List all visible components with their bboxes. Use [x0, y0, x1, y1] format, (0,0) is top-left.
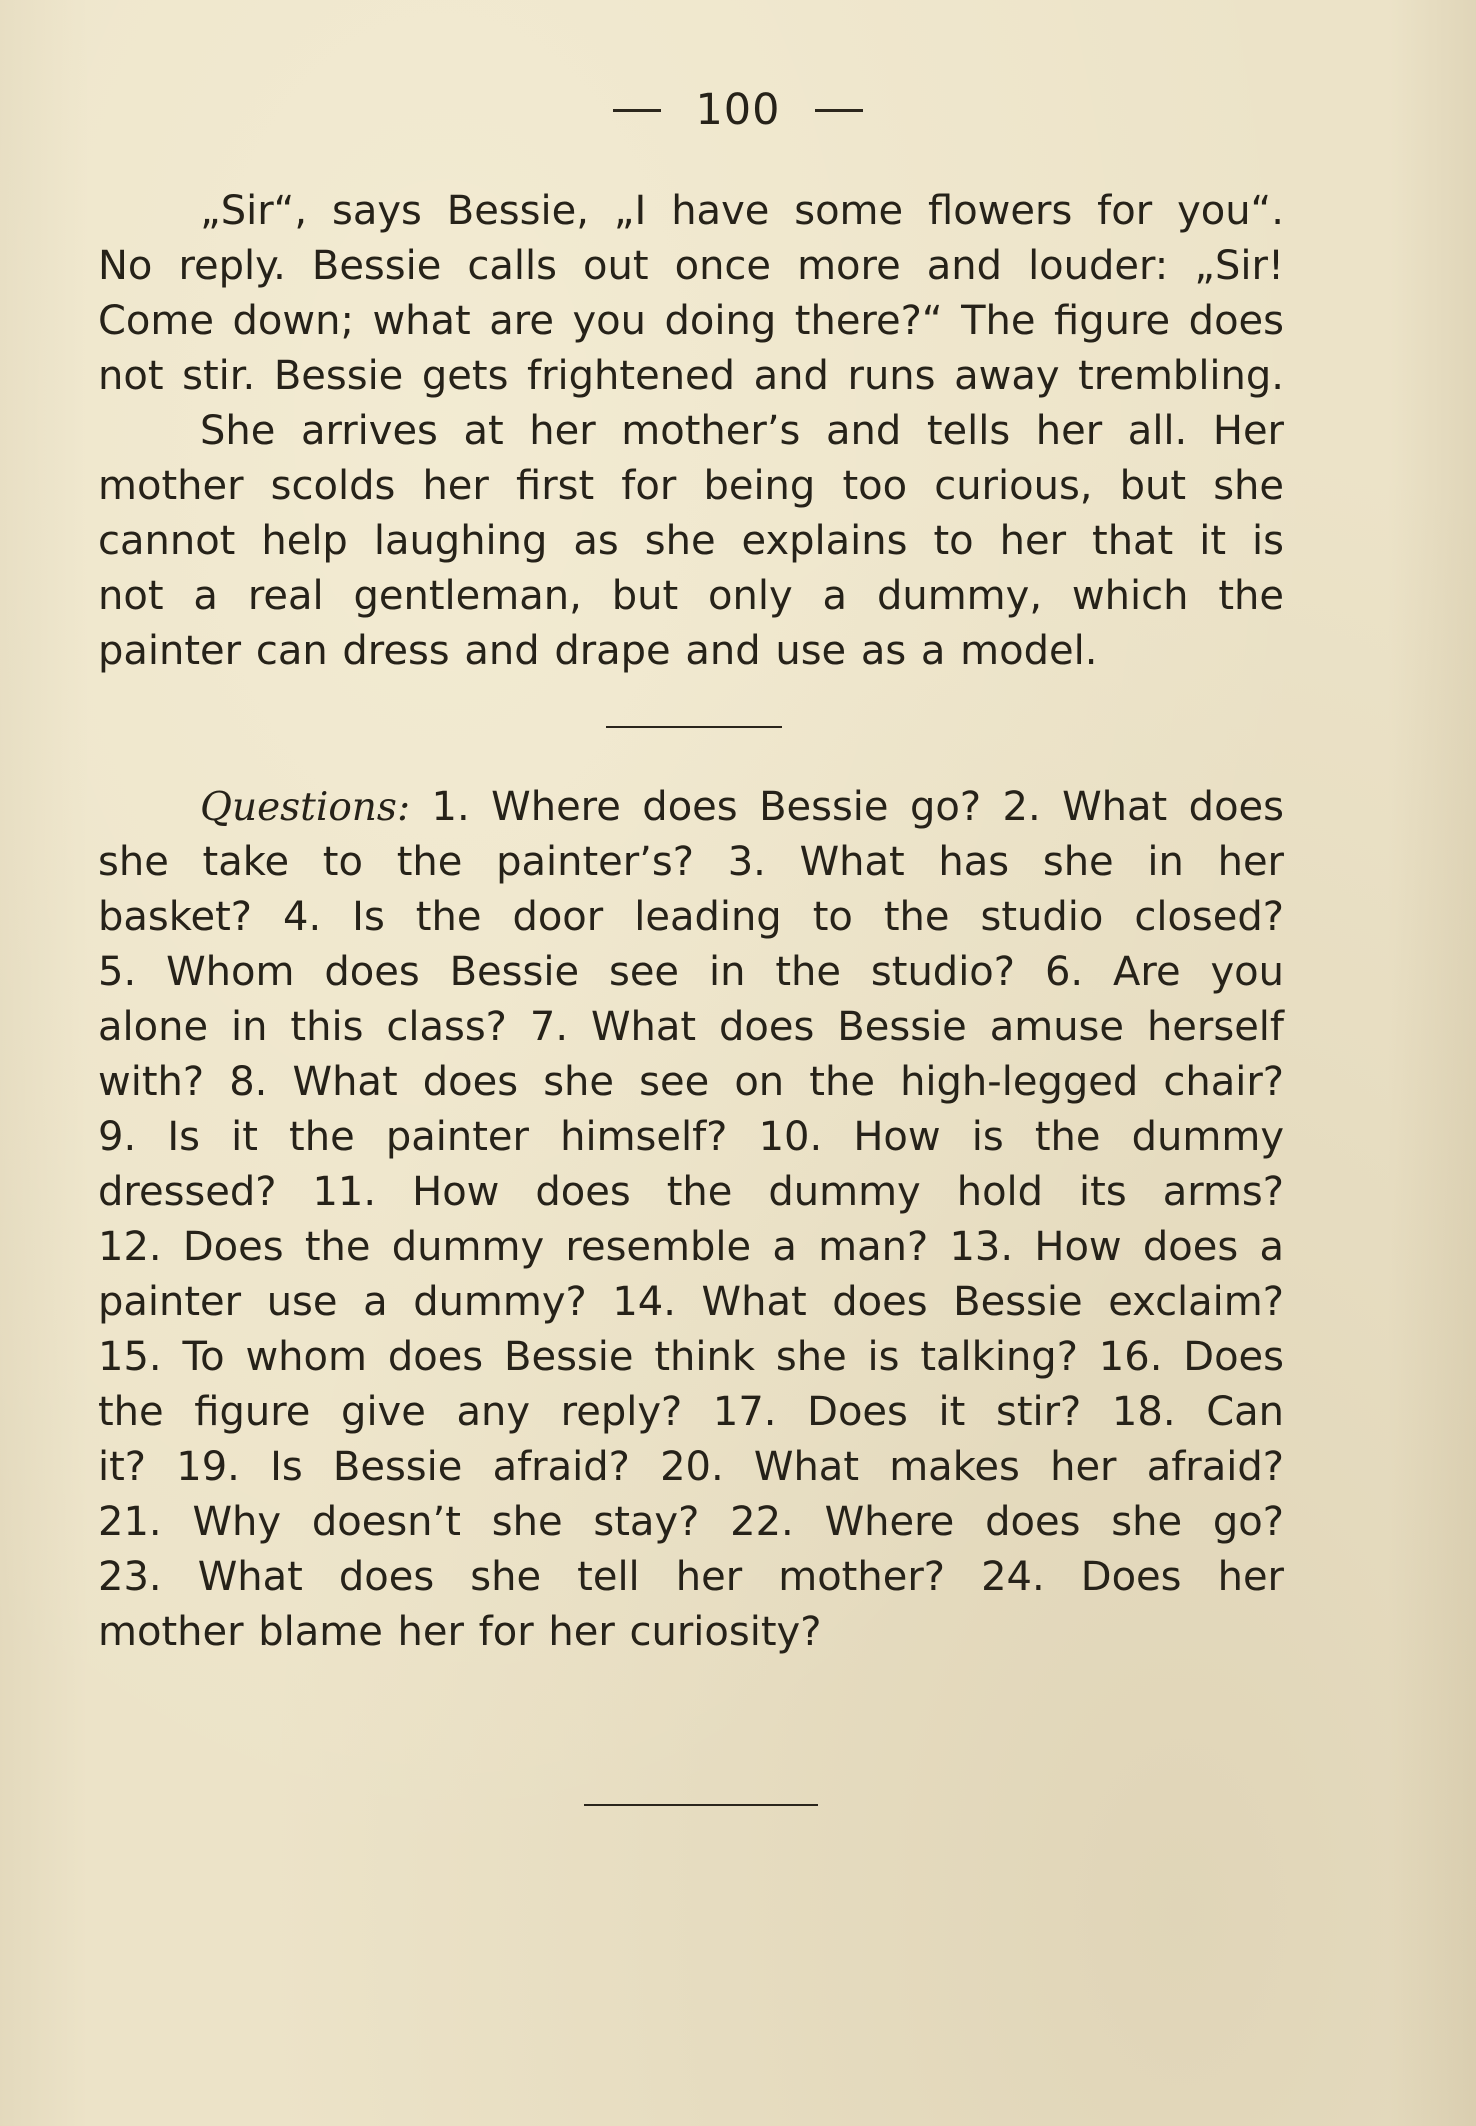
questions-line: basket? 4. Is the door leading to the studio closed?	[98, 894, 1284, 940]
story-line: not stir. Bessie gets frightened and runs away trembling.	[98, 353, 1284, 399]
story-line: No reply. Bessie calls out once more and louder: „Sir!	[98, 243, 1284, 289]
section-divider	[606, 726, 782, 728]
left-dash	[613, 109, 661, 112]
questions-first-line	[98, 780, 1284, 835]
questions-line: dressed? 11. How does the dummy hold its arms?	[98, 1169, 1284, 1215]
story-line: „Sir“, says Bessie, „I have some flowers for you“.	[200, 188, 1284, 234]
questions-line: alone in this class? 7. What does Bessie amuse herself	[98, 1004, 1284, 1050]
questions-line: mother blame her for her curiosity?	[98, 1609, 822, 1655]
questions-line: she take to the painter’s? 3. What has she in her	[98, 839, 1284, 885]
questions-first-line-text: 1. Where does Bessie go? 2. What does	[410, 784, 1284, 830]
story-paragraphs	[98, 184, 1284, 679]
end-divider	[584, 1804, 818, 1806]
story-line: not a real gentleman, but only a dummy, which the	[98, 573, 1284, 619]
questions-paragraph	[98, 780, 1284, 1660]
questions-line: painter use a dummy? 14. What does Bessie exclaim?	[98, 1279, 1284, 1325]
questions-line: 5. Whom does Bessie see in the studio? 6. Are you	[98, 949, 1284, 995]
questions-label: Questions:	[200, 785, 411, 830]
page-number: 100	[695, 85, 781, 135]
story-line: mother scolds her first for being too curious, but she	[98, 463, 1284, 509]
questions-line: with? 8. What does she see on the high-legged chair?	[98, 1059, 1284, 1105]
story-line: Come down; what are you doing there?“ The figure does	[98, 298, 1284, 344]
questions-line: the figure give any reply? 17. Does it stir? 18. Can	[98, 1389, 1284, 1435]
questions-line: 12. Does the dummy resemble a man? 13. How does a	[98, 1224, 1284, 1270]
page-number-header	[0, 80, 1476, 140]
questions-line: 9. Is it the painter himself? 10. How is the dummy	[98, 1114, 1284, 1160]
right-dash	[815, 109, 863, 112]
questions-line: 23. What does she tell her mother? 24. Does her	[98, 1554, 1284, 1600]
questions-line: 15. To whom does Bessie think she is talking? 16. Does	[98, 1334, 1284, 1380]
story-line: She arrives at her mother’s and tells her all. Her	[200, 408, 1284, 454]
questions-line: 21. Why doesn’t she stay? 22. Where does she go?	[98, 1499, 1284, 1545]
questions-line: it? 19. Is Bessie afraid? 20. What makes her afraid?	[98, 1444, 1284, 1490]
story-line: cannot help laughing as she explains to her that it is	[98, 518, 1284, 564]
story-line: painter can dress and drape and use as a model.	[98, 628, 1098, 674]
